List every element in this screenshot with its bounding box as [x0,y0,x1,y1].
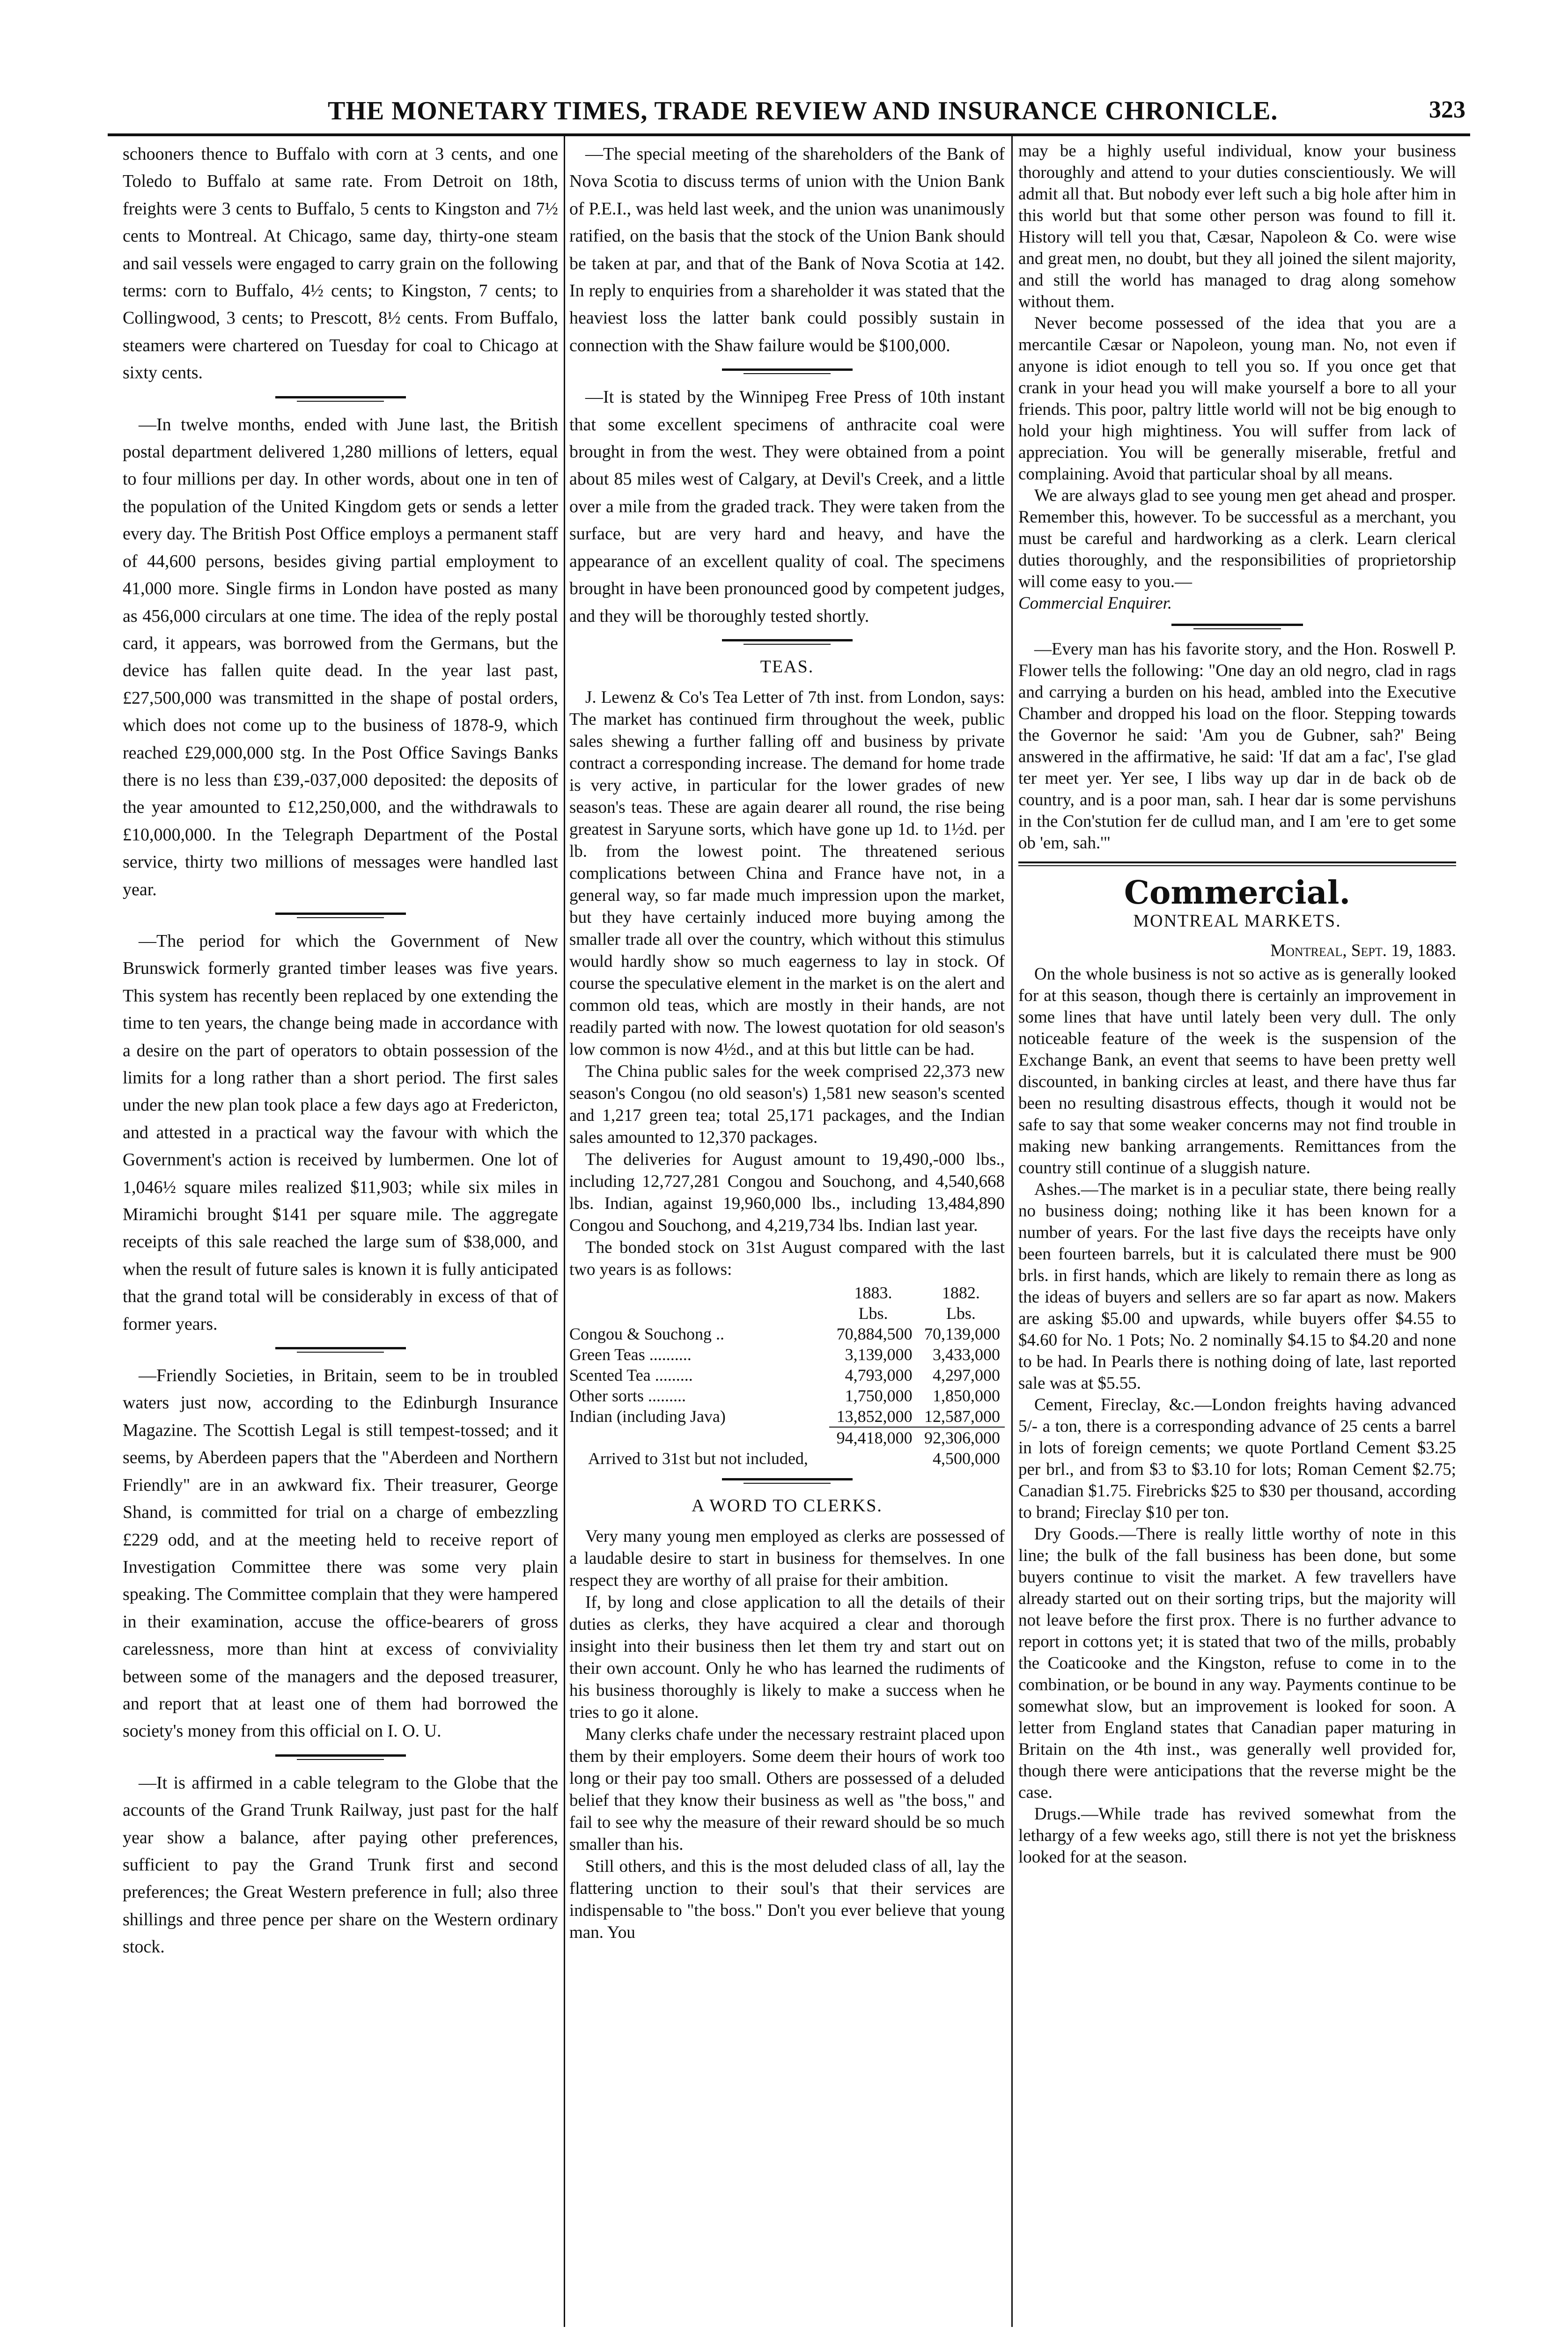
separator [123,391,558,406]
separator [1018,859,1456,874]
article-timber-leases: —The period for which the Government of New Brunswick formerly granted timber leases was five years. This system has recently been replaced by one extending the time to ten years, the change being made in accordance with a desire on the part of operators to obtain possession of the limits for a long rather than a short period. The first sales under the new plan took place a few days ago at Fredericton, and attested in a practical way the favour with which the Government's action is received by lumbermen. One lot of 1,046½ square miles realized $11,903; while six miles in Miramichi brought $141 per square mile. The aggregate receipts of this sale reached the large sum of $38,000, and when the result of future sales is known it is fully anticipated that the grand total will be considerably in excess of that of former years. [123,931,558,1334]
table-total-row: 94,418,000 92,306,000 [569,1427,1005,1448]
column-divider-1 [564,136,565,2327]
clerks-paragraph: Still others, and this is the most deluded class of all, lay the flattering unction to their soul's that their services are indispensable to "the boss." Don't you ever believe that young man. You [569,1856,1005,1942]
teas-paragraph: The deliveries for August amount to 19,490,-000 lbs., including 12,727,281 Congou and Souchong, and 4,540,668 lbs. Indian, against 19,960,000 lbs., including 13,484,890 Congou and Souchong, and 4,219,734 lbs. Indian last year. [569,1149,1005,1235]
table-header: 1882. [942,1283,980,1302]
article-friendly-societies: —Friendly Societies, in Britain, seem to be in troubled waters just now, according to the Edinburgh Insurance Magazine. The Scottish Legal is still tempest-tossed; and it seems, by Aberdeen papers that the "Aberdeen and Northern Friendly" are in an awkward fix. Their treasurer, George Shand, is committed for trial on a charge of embezzling £229 odd, and at the meeting held to receive report of Investigation Committee there was some very plain speaking. The Committee complain that they were hampered in their examination, accuse the office-bearers of gross carelessness, more than hint at excess of conviviality between some of the managers and the deposed treasurer, and report that at least one of them had borrowed the society's money from this official on I. O. U. [123,1366,558,1741]
separator [569,1473,1005,1488]
teas-paragraph: The China public sales for the week comprised 22,373 new season's Congou (no old season's) 1,581 new season's scented and 1,217 green tea; total 25,171 packages, and the Indian sales amounted to 12,370 packages. [569,1061,1005,1147]
separator [569,364,1005,379]
table-row: Indian (including Java) 13,852,000 12,587,000 [569,1406,1000,1426]
table-row: Other sorts ......... 1,750,000 1,850,000 [569,1386,1000,1405]
page-header [108,96,1470,124]
separator [569,634,1005,649]
table-row: Green Teas .......... 3,139,000 3,433,000 [569,1345,1000,1364]
clerks-continued: Never become possessed of the idea that you are a mercantile Cæsar or Napoleon, young man. No, not even if anyone is idiot enough to tell you so. If you once get that crank in your head you will make yourself a bore to all your friends. This poor, paltry little world will not be big enough to hold your high mightiness. You will suffer from lack of appreciation. You will be generally miserable, fretful and complaining. Avoid that particular shoal by all means. [1018,314,1456,484]
article-bank-nova-scotia: —The special meeting of the shareholders of the Bank of Nova Scotia to discuss terms of union with the Union Bank of P.E.I., was held last week, and the union was unanimously ratified, on the basis that the stock of the Union Bank should be taken at par, and that of the Bank of Nova Scotia at 142. In reply to enquiries from a shareholder it was stated that the heaviest loss the latter bank could possibly sustain in connection with the Shaw failure would be $100,000. [569,144,1005,355]
clerks-heading: A WORD TO CLERKS. [692,1495,883,1516]
tea-stock-table [569,1282,1005,1469]
column-divider-2 [1011,136,1013,2327]
column-2 [569,140,1005,2322]
separator [123,1750,558,1765]
teas-paragraph: J. Lewenz & Co's Tea Letter of 7th inst. from London, says: The market has continued firm throughout the week, public sales shewing a further falling off and business by private contract a corresponding increase. The demand for home trade is very active, in particular for the lower grades of new season's teas. These are again dearer all round, the rise being greatest in Saryune sorts, which have gone up 1d. to 1½d. per lb. from the lowest point. The threatened serious complications between China and France have not, in a general way, so far made much impression upon the market, but they have certainly induced more buying among the smaller trade all over the country, which without this stimulus would hardly show so much eagerness to lay in stock. Of course the speculative element in the market is on the alert and common old teas, which are mostly in their hands, are not readily parted with now. The lowest quotation for old season's low common is now 4½d., and at this but little can be had. [569,687,1005,1059]
markets-paragraph: Dry Goods.—There is really little worthy of note in this line; the bulk of the fall business has been done, but some buyers continue to visit the market. A few travellers have already started out on their sorting trips, but the majority will not leave before the first prox. There is no further advance to report in cottons yet; it is stated that two of the mills, probably the Coaticooke and the Kingston, refuse to come in to the combination, or be bound in any way. Payments continue to be somewhat slow, but an improvement is looked for soon. A letter from England states that Canadian paper maturing in Britain on the 4th inst., was generally well provided for, though there were anticipations that the reverse might be the case. [1018,1524,1456,1802]
separator [1018,619,1456,634]
clerks-source: Commercial Enquirer. [1018,594,1172,613]
clerks-continued: may be a highly useful individual, know your business thoroughly and attend to your duties conscientiously. We will admit all that. But nobody ever left such a big hole after him in this world but that some other person was found to fill it. History will tell you that, Cæsar, Napoleon & Co. were wise and great men, no doubt, but they all joined the silent majority, and still the world has managed to drag along somehow without them. [1018,141,1456,311]
table-unit: Lbs. [858,1303,888,1323]
article-anthracite-coal: —It is stated by the Winnipeg Free Press of 10th instant that some excellent specimens of anthracite coal were brought in from the west. They were obtained from a point about 85 miles west of Calgary, at Devil's Creek, and a little over a mile from the graded track. They were taken from the surface, but are very hard and heavy, and have the appearance of an excellent quality of coal. The specimens brought in have been pronounced good by competent judges, and they will be thoroughly tested shortly. [569,387,1005,626]
clerks-paragraph: If, by long and close application to all the details of their duties as clerks, they have acquired a clear and thorough insight into their business then let them try and start out on their own account. Only he who has learned the rudiments of his business thoroughly is likely to make a success when he tries to go it alone. [569,1592,1005,1722]
table-row: Scented Tea ......... 4,793,000 4,297,000 [569,1365,1000,1384]
article-freights: schooners thence to Buffalo with corn at 3 cents, and one Toledo to Buffalo at same rate. From Detroit on 18th, freights were 3 cents to Buffalo, 5 cents to Kingston and 7½ cents to Montreal. At Chicago, same day, thirty-one steam and sail vessels were engaged to carry grain on the following terms: corn to Buffalo, 4½ cents; to Kingston, 7 cents; to Collingwood, 3 cents; to Prescott, 8½ cents. From Buffalo, steamers were chartered on Tuesday for coal to Chicago at sixty cents. [123,144,558,383]
column-3 [1018,140,1456,2322]
markets-paragraph: Cement, Fireclay, &c.—London freights having advanced 5/- a ton, there is a corresponding advance of 25 cents a barrel in lots of foreign cements; we quote Portland Cement $3.25 per brl., and from $3 to $3.10 for lots; Roman Cement $2.75; Canadian $1.75. Firebricks $25 to $30 per thousand, according to brand; Fireclay $10 per ton. [1018,1395,1456,1522]
clerks-continued: We are always glad to see young men get ahead and prosper. Remember this, however. To be successful as a merchant, you must be careful and hardworking as a clerk. Learn clerical duties thoroughly, and the responsibilities of proprietorship will come easy to you.— [1018,486,1456,591]
commercial-heading: Commercial. [1124,874,1351,912]
article-grand-trunk: —It is affirmed in a cable telegram to the Globe that the accounts of the Grand Trunk Railway, just past for the half year show a balance, after paying other preferences, sufficient to pay the Grand Trunk first and second preferences; the Great Western preference in full; also three shillings and three pence per share on the Western ordinary stock. [123,1773,558,1957]
header-rule [108,133,1470,136]
table-row: Congou & Souchong .. 70,884,500 70,139,000 [569,1324,1000,1343]
column-1 [123,140,558,2322]
teas-heading: TEAS. [760,656,814,677]
separator [123,1342,558,1357]
article-flower-story: —Every man has his favorite story, and the Hon. Roswell P. Flower tells the following: "One day an old negro, clad in rags and carrying a burden on his head, ambled into the Executive Chamber and dropped his load on the floor. Stepping towards the Governor he said: 'Am you de Gubner, sah?' Being answered in the affirmative, he said: 'If dat am a fac', I'se glad ter meet yer. Yer see, I libs way up dar in de back ob de country, and is a poor man, sah. I hear dar is some pervishuns in the Con'stution fer de cullud man, and I am 'ere to get some ob 'em, sah.'" [1018,640,1456,853]
table-row: Arrived to 31st but not included, 4,500,000 [588,1449,1000,1468]
header-title: THE MONETARY TIMES, TRADE REVIEW AND INSURANCE CHRONICLE. [328,96,1278,125]
teas-paragraph: The bonded stock on 31st August compared with the last two years is as follows: [569,1237,1005,1279]
table-header: 1883. [854,1283,892,1302]
markets-paragraph: Ashes.—The market is in a peculiar state, there being really no business doing; nothing like it has been known for a number of years. For the last five days the receipts have only been fourteen barrels, but it is calculated there must be 900 brls. in first hands, which are likely to remain there as long as the ideas of buyers and sellers are so far apart as now. Makers are asking $5.00 and upwards, while buyers offer $4.55 to $4.60 for No. 1 Pots; No. 2 nominally $4.15 to $4.20 and none to be had. In Pearls there is nothing doing of late, last reported sale was at $5.55. [1018,1180,1456,1393]
clerks-paragraph: Many clerks chafe under the necessary restraint placed upon them by their employers. Some deem their hours of work too long or their pay too small. Others are possessed of a deluded belief that they know their business as well as "the boss," and fail to see why the measure of their reward should be so much smaller than his. [569,1724,1005,1854]
table-unit: Lbs. [946,1303,976,1323]
montreal-markets-heading: MONTREAL MARKETS. [1133,911,1341,931]
separator [123,908,558,923]
dateline: Montreal, Sept. 19, 1883. [1270,941,1456,960]
markets-paragraph: Drugs.—While trade has revived somewhat from the lethargy of a few weeks ago, still there is not yet the briskness looked for at the season. [1018,1804,1456,1867]
markets-paragraph: On the whole business is not so active as is generally looked for at this season, though there is certainly an improvement in some lines that have until lately been very dull. The only noticeable feature of the week is the suspension of the Exchange Bank, an event that seems to have been pretty well discounted, in banking circles at least, and there have thus far been no resulting disastrous effects, though it would not be safe to say that some weaker concerns may not find trouble in making new banking arrangements. Remittances from the country still continue of a sluggish nature. [1018,964,1456,1178]
clerks-paragraph: Very many young men employed as clerks are possessed of a laudable desire to start in business for themselves. In one respect they are worthy of all praise for their ambition. [569,1526,1005,1590]
article-postal: —In twelve months, ended with June last, the British postal department delivered 1,280 millions of letters, equal to four millions per day. In other words, about one in ten of the population of the United Kingdom gets or sends a letter every day. The British Post Office employs a permanent staff of 44,600 persons, besides giving partial employment to 41,000 more. Single firms in London have posted as many as 456,000 circulars at one time. The idea of the reply postal card, it appears, was borrowed from the Germans, but the device has fallen quite dead. In the year last past, £27,500,000 was transmitted in the shape of postal orders, which does not come up to the business of 1878-9, which reached £29,000,000 stg. In the Post Office Savings Banks there is no less than £39,-037,000 deposited: the deposits of the year amounted to £12,250,000, and the withdrawals to £10,000,000. In the Telegraph Department of the Postal service, thirty two millions of messages were handled last year. [123,414,558,899]
page-number: 323 [1429,96,1465,123]
